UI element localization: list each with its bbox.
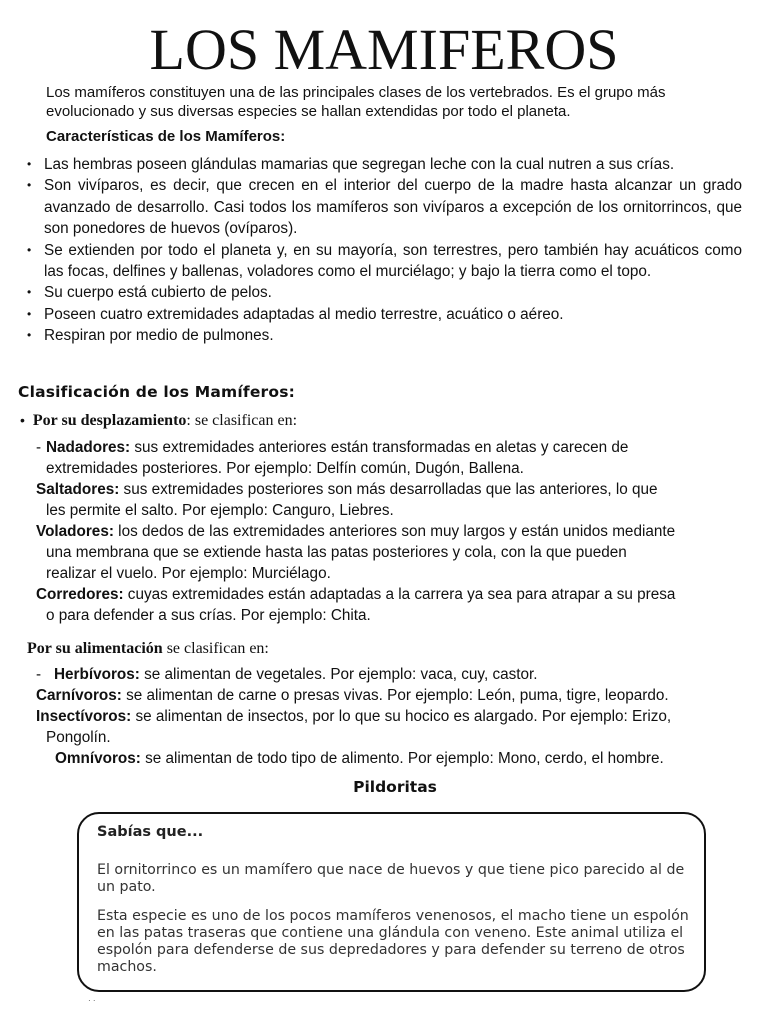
footer-mark: · · (88, 996, 96, 1005)
movement-type-runners: Corredores: cuyas extremidades están adaptadas a la carrera ya sea para atrapar a su presa o para defender a sus crías. Por ejemplo: Chita. (36, 586, 676, 624)
characteristics-heading: Características de los Mamíferos: (46, 128, 286, 145)
characteristics-list (24, 154, 742, 347)
box-paragraph-line: un pato. (97, 879, 156, 895)
list-item: • Poseen cuatro extremidades adaptadas al medio terrestre, acuático o aéreo. (24, 304, 742, 325)
bullet-icon: • (27, 178, 32, 193)
movement-type-swimmers: - Nadadores: sus extremidades anteriores están transformadas en aletas y carecen de extremidades posteriores. Por ejemplo: Delfín común, Dugón, Ballena. (36, 439, 629, 477)
diet-type-carnivores: Carnívoros: se alimentan de carne o presas vivas. Por ejemplo: León, puma, tigre, leopardo. (36, 687, 669, 704)
classification-heading: Clasificación de los Mamíferos: (18, 383, 296, 401)
movement-type-jumpers: Saltadores: sus extremidades posteriores son más desarrolladas que las anteriores, lo que les permite el salto. Por ejemplo: Canguro, Liebres. (36, 481, 658, 519)
page-title: LOS MAMIFEROS (149, 17, 619, 82)
diet-type-herbivores: - Herbívoros: se alimentan de vegetales. Por ejemplo: vaca, cuy, castor. (36, 666, 538, 683)
box-paragraph-line: Esta especie es uno de los pocos mamíferos venenosos, el macho tiene un espolón (97, 908, 689, 924)
pildoritas-title: Pildoritas (353, 778, 437, 796)
list-item: • Son vivíparos, es decir, que crecen en el interior del cuerpo de la madre hasta alcanzar un grado avanzado de desarrollo. Casi todos los mamíferos son vivíparos a excepción de los ornitorrincos, que son ponedores de huevos (ovíparos). (27, 177, 742, 238)
bullet-icon: • (27, 242, 32, 257)
diet-subheading: Por su alimentación se clasifican en: (27, 640, 269, 657)
bullet-icon: • (27, 306, 32, 321)
box-heading: Sabías que... (97, 824, 204, 840)
box-paragraph-line: espolón para defenderse de sus depredadores y para defender su terreno de otros (97, 942, 685, 958)
did-you-know-box (77, 812, 706, 992)
list-item: • Su cuerpo está cubierto de pelos. (24, 282, 742, 303)
intro-paragraph: Los mamíferos constituyen una de las principales clases de los vertebrados. Es el grupo más evolucionado y sus diversas especies se hallan extendidas por todo el planeta. (46, 84, 666, 120)
list-item: • Se extienden por todo el planeta y, en su mayoría, son terrestres, pero también hay acuáticos como las focas, delfines y ballenas, voladores como el murciélago; y bajo la tierra como el topo. (27, 241, 742, 281)
list-item: • Respiran por medio de pulmones. (24, 325, 742, 346)
bullet-icon: • (27, 157, 32, 171)
bullet-icon: • (27, 285, 32, 300)
list-item: • Las hembras poseen glándulas mamarias que segregan leche con la cual nutren a sus crías. (24, 154, 742, 175)
diet-type-insectivores: Insectívoros: se alimentan de insectos, por lo que su hocico es alargado. Por ejemplo: Erizo, Pongolín. (36, 708, 672, 746)
diet-type-omnivores: Omnívoros: se alimentan de todo tipo de alimento. Por ejemplo: Mono, cerdo, el hombre. (55, 750, 664, 767)
movement-subheading: • Por su desplazamiento: se clasifican en: (20, 412, 298, 429)
movement-type-flyers: Voladores: los dedos de las extremidades anteriores son muy largos y están unidos mediante una membrana que se extiende hasta las patas posteriores y cola, con la que pueden realizar el vuelo. Por ejemplo: Murciélago. (36, 523, 676, 582)
box-paragraph-line: machos. (97, 959, 157, 975)
bullet-icon: • (20, 412, 25, 428)
dash-marker: - (36, 439, 42, 456)
box-paragraph-line: El ornitorrinco es un mamífero que nace de huevos y que tiene pico parecido al de (97, 862, 685, 878)
dash-marker: - (36, 666, 42, 683)
bullet-icon: • (27, 328, 32, 343)
box-paragraph-line: en las patas traseras que contiene una glándula con veneno. Este animal utiliza el (97, 925, 684, 941)
